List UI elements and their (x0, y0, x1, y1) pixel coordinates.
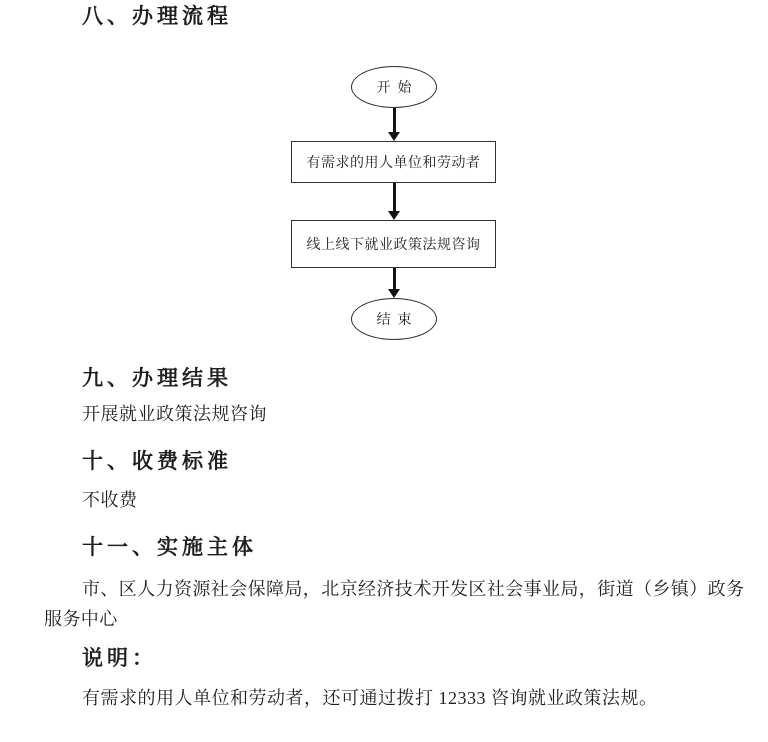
section-10-heading: 十、收费标准 (82, 450, 232, 473)
flowchart-step-2-node (291, 220, 496, 268)
flowchart-end-node (351, 298, 437, 340)
arrow-shaft (393, 268, 396, 289)
arrow-shaft (393, 108, 396, 132)
section-11-body: 市、区人力资源社会保障局，北京经济技术开发区社会事业局，街道（乡镇）政务服务中心 (44, 579, 745, 629)
note-heading: 说明： (82, 647, 157, 670)
flow-arrow-2 (388, 183, 400, 220)
section-9-heading: 九、办理结果 (82, 367, 232, 390)
flowchart-step-1-node (291, 141, 496, 183)
flowchart-start-node (351, 66, 437, 108)
arrow-head-icon (388, 289, 400, 298)
note-body: 有需求的用人单位和劳动者，还可通过拨打 12333 咨询就业政策法规。 (82, 688, 658, 708)
arrow-head-icon (388, 132, 400, 141)
section-9-body: 开展就业政策法规咨询 (82, 404, 267, 424)
section-11-heading: 十一、实施主体 (82, 536, 257, 559)
section-8-heading: 八、办理流程 (82, 5, 232, 28)
arrow-shaft (393, 183, 396, 211)
flowchart-end-label: 结束 (376, 313, 419, 328)
flowchart-step-2-label: 线上线下就业政策法规咨询 (306, 238, 481, 253)
arrow-head-icon (388, 211, 400, 220)
flowchart-start-label: 开始 (376, 81, 419, 96)
flowchart-step-1-label: 有需求的用人单位和劳动者 (306, 156, 481, 171)
flow-arrow-1 (388, 108, 400, 141)
flow-arrow-3 (388, 268, 400, 298)
section-10-body: 不收费 (82, 490, 138, 510)
